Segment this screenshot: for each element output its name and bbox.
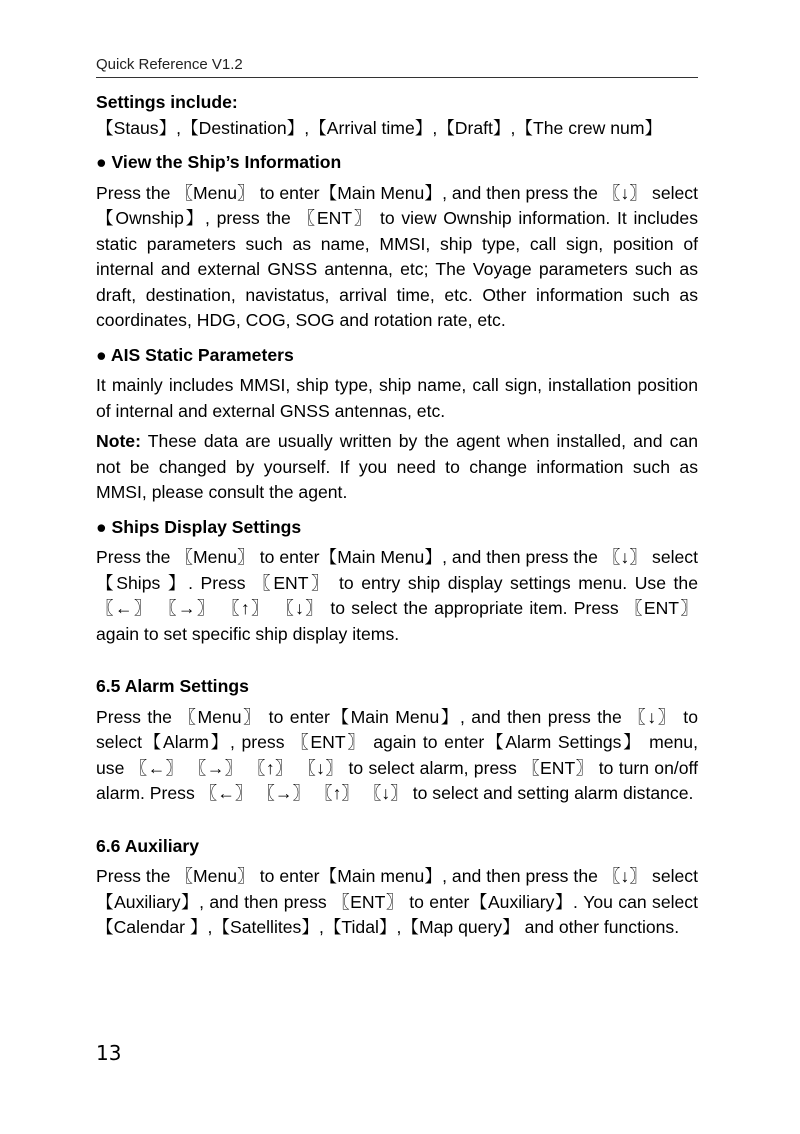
note-label: Note:	[96, 431, 141, 451]
page-header: Quick Reference V1.2	[96, 56, 243, 73]
settings-include-list: 【Staus】,【Destination】,【Arrival time】,【Draft】,【The crew num】	[96, 117, 663, 138]
note-text: These data are usually written by the agent when installed, and can not be changed by yourself. If you need to change information such as MMSI, please consult the agent.	[96, 431, 698, 502]
note-paragraph	[96, 429, 698, 506]
auxiliary-heading: 6.6 Auxiliary	[96, 835, 200, 856]
view-ship-information-text: Press the 〖Menu〗 to enter【Main Menu】, and then press the 〖↓〗 select【Ownship】, press the 〖ENT〗 to view Ownship information. It includes static parameters such as name, MMSI, ship type, call sign, position of internal and external GNSS antenna, etc; The Voyage parameters such as draft, destination, navistatus, arrival time, etc. Other information such as coordinates, HDG, COG, SOG and rotation rate, etc.	[96, 182, 698, 330]
auxiliary-text: Press the 〖Menu〗 to enter【Main menu】, and then press the 〖↓〗 select【Auxiliary】, and then press 〖ENT〗 to enter【Auxiliary】. You can select【Calendar 】,【Satellites】,【Tidal】,【Map query】 and other functions.	[96, 866, 698, 937]
ais-static-parameters-text: It mainly includes MMSI, ship type, ship name, call sign, installation position of internal and external GNSS antennas, etc.	[96, 375, 698, 421]
alarm-settings-heading: 6.5 Alarm Settings	[96, 676, 249, 696]
ships-display-settings-heading: ● Ships Display Settings	[96, 516, 302, 537]
alarm-settings-text: Press the 〖Menu〗 to enter【Main Menu】, and then press the 〖↓〗 to select【Alarm】, press 〖ENT〗 again to enter【Alarm Settings】 menu, use 〖←〗 〖→〗 〖↑〗 〖↓〗 to select alarm, press 〖ENT〗 to turn on/off alarm. Press 〖←〗 〖→〗 〖↑〗 〖↓〗 to select and setting alarm distance.	[96, 706, 698, 803]
view-ship-information-heading: ● View the Ship’s Information	[96, 152, 342, 172]
page-number: 13	[96, 1041, 122, 1065]
ships-display-settings-text: Press the 〖Menu〗 to enter【Main Menu】, and then press the 〖↓〗 select【Ships 】. Press 〖ENT〗 to entry ship display settings menu. Use the 〖←〗 〖→〗 〖↑〗 〖↓〗 to select the appropriate item. Press 〖ENT〗 again to set specific ship display items.	[96, 547, 698, 644]
settings-include-heading: Settings include:	[96, 92, 238, 112]
page-content	[96, 90, 698, 941]
header-rule	[96, 77, 698, 78]
ais-static-parameters-heading: ● AIS Static Parameters	[96, 344, 294, 365]
